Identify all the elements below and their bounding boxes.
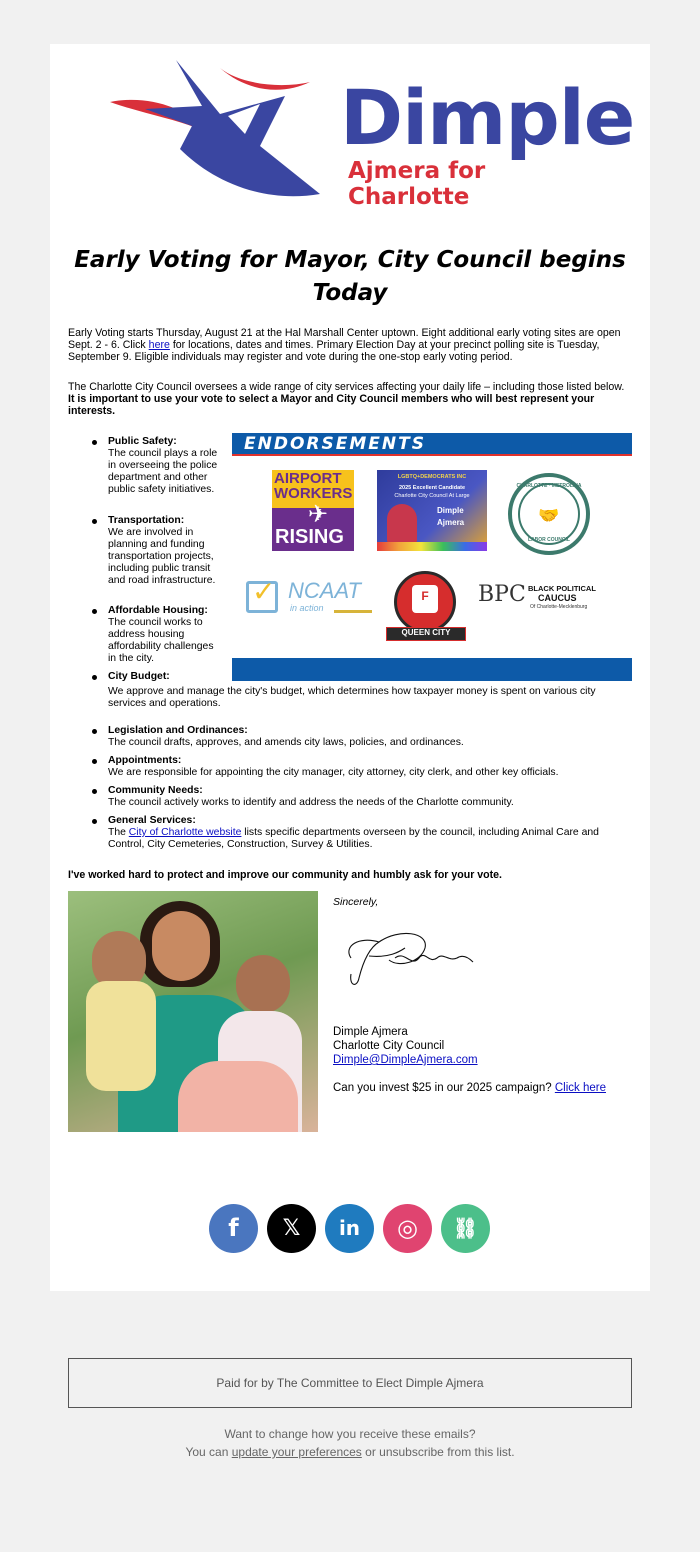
instagram-icon[interactable]: ◎: [383, 1204, 432, 1253]
headline: Early Voting for Mayor, City Council begins Today: [74, 247, 626, 306]
campaign-logo: [110, 54, 635, 210]
sincerely-text: Sincerely,: [333, 896, 379, 908]
email-preferences-question: Want to change how you receive these emails?: [224, 1427, 476, 1441]
endorsements-panel: [232, 433, 632, 681]
x-icon[interactable]: 𝕏: [267, 1204, 316, 1253]
email-preferences-line: You can update your preferences or unsubscribe from this list.: [185, 1445, 515, 1459]
star-swoosh-icon: [110, 54, 340, 204]
labor-council-seal: CHARLOTTE · METROLINA 🤝 LABOR COUNCIL: [508, 473, 590, 555]
signer-title: Charlotte City Council: [333, 1040, 445, 1052]
donation-ask: Can you invest $25 in our 2025 campaign? Click here: [333, 1082, 606, 1094]
lgbtq-democrats-badge: LGBTQ+DEMOCRATS INC 2025 Excellent Candidate Charlotte City Council At Large Dimple Ajmera: [377, 470, 487, 551]
signature-icon: [339, 928, 479, 996]
black-political-caucus-logo: BPC BLACK POLITICAL CAUCUS Of Charlotte-Mecklenburg: [478, 582, 596, 610]
logo-name: Dimple: [340, 73, 635, 162]
family-photo: [68, 891, 318, 1132]
candidate-photo: [387, 504, 417, 544]
logo-tagline: Ajmera for Charlotte: [348, 158, 486, 210]
update-preferences-link[interactable]: update your preferences: [231, 1445, 362, 1459]
handshake-icon: 🤝: [538, 506, 560, 525]
city-website-link[interactable]: City of Charlotte website: [128, 827, 242, 838]
airplane-icon: ✈: [308, 501, 329, 528]
email-link[interactable]: Dimple@DimpleAjmera.com: [333, 1054, 478, 1066]
facebook-icon[interactable]: f: [209, 1204, 258, 1253]
signature-block: [333, 896, 633, 1094]
signer-name: Dimple Ajmera: [333, 1026, 408, 1038]
overview-paragraph: The Charlotte City Council oversees a wide range of city services affecting your daily life – including those listed below. It is important to use your vote to select a Mayor and City Council members who will best represent your interests.: [68, 381, 625, 417]
checkmark-icon: ✓: [252, 576, 276, 607]
locations-link[interactable]: here: [148, 339, 170, 351]
donate-link[interactable]: Click here: [554, 1082, 606, 1094]
iaff-queen-city-logo: F QUEEN CITY: [384, 565, 468, 651]
intro-paragraph: Early Voting starts Thursday, August 21 at the Hal Marshall Center uptown. Eight additional early voting sites are open Sept. 2 - 6. Click here for locations, dates and times. Primary Election Day at your precinct polling site is Tuesday, September 9. Eligible individuals may register and vote during the one-stop early voting period.: [68, 327, 621, 363]
website-link-icon[interactable]: ⛓: [441, 1204, 490, 1253]
social-links: [209, 1204, 491, 1254]
paid-for-disclaimer: Paid for by The Committee to Elect Dimple Ajmera: [68, 1358, 632, 1408]
linkedin-icon[interactable]: in: [325, 1204, 374, 1253]
endorsements-header: ENDORSEMENTS: [232, 433, 632, 456]
closing-statement: I've worked hard to protect and improve our community and humbly ask for your vote.: [68, 869, 502, 881]
ncaat-logo: ✓ NCAAT in action: [246, 579, 376, 619]
endorsements-footer-bar: [232, 658, 632, 681]
budget-desc: We approve and manage the city's budget, which determines how taxpayer money is spent on various city services and operations.: [108, 686, 596, 709]
airport-workers-logo: AIRPORT WORKERS ✈ RISING: [272, 470, 354, 551]
